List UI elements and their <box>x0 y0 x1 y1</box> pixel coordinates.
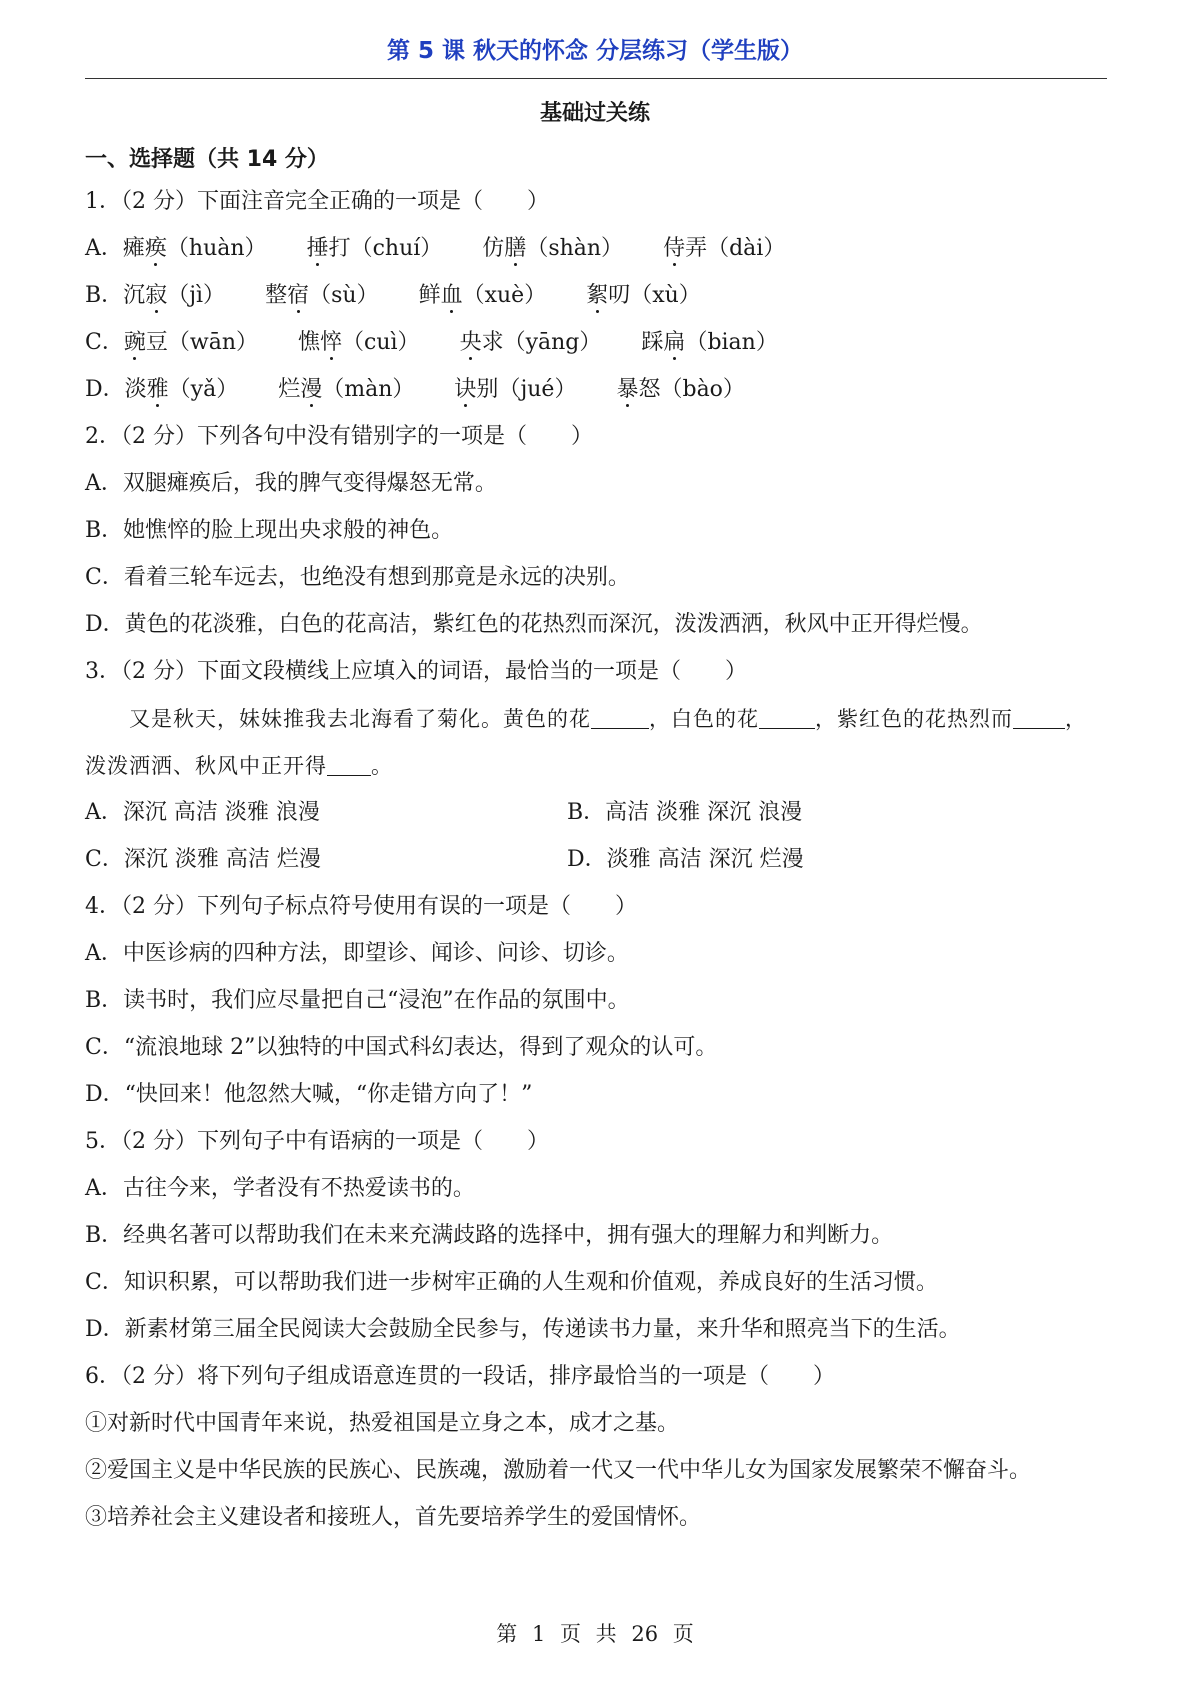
passage-text: 。 <box>371 754 393 778</box>
pinyin-options <box>123 276 701 316</box>
emphasized-character: 膳 <box>504 236 527 261</box>
word-part: 求 <box>481 330 504 355</box>
pinyin-annotation: （bian） <box>685 330 778 355</box>
question-3-passage-line-1 <box>85 699 1115 746</box>
question-2-option-c: C．看着三轮车远去，也绝没有想到那竟是永远的决别。 <box>85 565 630 590</box>
document-title: 第 5 课 秋天的怀念 分层练习（学生版） <box>386 38 804 64</box>
pinyin-item <box>123 236 267 261</box>
section-heading: 基础过关练 <box>539 101 650 126</box>
question-5-option-d: D．新素材第三届全民阅读大会鼓励全民参与，传递读书力量，来升华和照亮当下的生活。 <box>85 1317 961 1342</box>
emphasized-character: 央 <box>459 330 482 355</box>
pinyin-item <box>124 330 258 355</box>
pinyin-annotation: （shàn） <box>526 236 624 261</box>
pinyin-item <box>460 330 602 355</box>
emphasized-character: 捶 <box>306 236 329 261</box>
emphasized-character: 诀 <box>454 377 477 402</box>
question-1-option-d: D．淡雅（yǎ） 烂漫（màn） 诀别（jué） 暴怒（bào） <box>85 370 1115 417</box>
pinyin-item <box>663 236 785 261</box>
pinyin-annotation: （màn） <box>322 377 415 402</box>
question-2-option-a: A．双腿瘫痪后，我的脾气变得爆怒无常。 <box>85 471 497 496</box>
pinyin-item <box>125 377 239 402</box>
emphasized-character: 血 <box>440 283 463 308</box>
question-6-sentence-2: ②爱国主义是中华民族的民族心、民族魂，激励着一代又一代中华儿女为国家发展繁荣不懈奋斗。 <box>85 1458 1032 1483</box>
pinyin-annotation: （yāng） <box>503 330 602 355</box>
question-5-option-c: C．知识积累，可以帮助我们进一步树牢正确的人生观和价值观，养成良好的生活习惯。 <box>85 1270 938 1295</box>
question-4-option-d: D．“快回来！他忽然大喊，“你走错方向了！” <box>85 1082 533 1107</box>
question-3-options-row-1 <box>85 793 1115 840</box>
pinyin-annotation: （jì） <box>167 283 226 308</box>
emphasized-character: 悴 <box>320 330 343 355</box>
pinyin-annotation: （bào） <box>660 377 745 402</box>
pinyin-item <box>482 236 623 261</box>
pinyin-item <box>586 283 701 308</box>
fill-blank <box>1013 704 1065 729</box>
pinyin-annotation: （huàn） <box>166 236 267 261</box>
pinyin-annotation: （cuì） <box>342 330 420 355</box>
pinyin-item <box>265 283 379 308</box>
pinyin-annotation: （chuí） <box>350 236 443 261</box>
page-number: 第 1 页 共 26 页 <box>496 1622 694 1646</box>
question-list <box>85 182 1115 1545</box>
emphasized-character: 漫 <box>300 377 323 402</box>
pinyin-annotation: （dài） <box>707 236 786 261</box>
pinyin-options <box>123 229 785 269</box>
question-4-stem: 4．（2 分）下列句子标点符号使用有误的一项是（ ） <box>85 894 637 919</box>
question-2-stem: 2．（2 分）下列各句中没有错别字的一项是（ ） <box>85 424 593 449</box>
pinyin-item <box>454 377 576 402</box>
emphasized-character: 寂 <box>145 283 168 308</box>
fill-blank <box>327 751 371 776</box>
word-part: 叨 <box>608 283 631 308</box>
pinyin-options <box>124 323 778 363</box>
emphasized-character: 絮 <box>586 283 609 308</box>
pinyin-item <box>419 283 547 308</box>
passage-text: ，紫红色的花热烈而 <box>815 707 1013 731</box>
passage-text: ， <box>1065 707 1087 731</box>
emphasized-character: 暴 <box>616 377 639 402</box>
emphasized-character: 扁 <box>663 330 686 355</box>
word-part: 仿 <box>482 236 505 261</box>
question-4-option-a: A．中医诊病的四种方法，即望诊、闻诊、问诊、切诊。 <box>85 941 629 966</box>
question-3-option-b: B．高洁 淡雅 深沉 浪漫 <box>567 800 803 825</box>
question-3-passage-line-2 <box>85 746 1115 793</box>
question-2-option-b: B．她憔悴的脸上现出央求般的神色。 <box>85 518 454 543</box>
word-part: 豆 <box>145 330 168 355</box>
word-part: 鲜 <box>418 283 441 308</box>
word-part: 整 <box>265 283 288 308</box>
question-5-option-a: A．古往今来，学者没有不热爱读书的。 <box>85 1176 475 1201</box>
pinyin-options <box>125 370 745 410</box>
emphasized-character: 侍 <box>663 236 686 261</box>
emphasized-character: 雅 <box>146 377 169 402</box>
pinyin-annotation: （sù） <box>309 283 379 308</box>
pinyin-item <box>278 377 414 402</box>
word-part: 瘫 <box>122 236 145 261</box>
word-part: 憔 <box>298 330 321 355</box>
emphasized-character: 豌 <box>123 330 146 355</box>
question-3-option-a: A．深沉 高洁 淡雅 浪漫 <box>85 800 320 825</box>
question-1-stem: 1．（2 分）下面注音完全正确的一项是（ ） <box>85 189 549 214</box>
passage-text: ，白色的花 <box>649 707 759 731</box>
part-title: 一、选择题（共 14 分） <box>85 147 329 172</box>
word-part: 沉 <box>123 283 146 308</box>
question-6-stem: 6．（2 分）将下列句子组成语意连贯的一段话，排序最恰当的一项是（ ） <box>85 1364 835 1389</box>
question-6-sentence-3: ③培养社会主义建设者和接班人，首先要培养学生的爱国情怀。 <box>85 1505 702 1530</box>
question-5-stem: 5．（2 分）下列句子中有语病的一项是（ ） <box>85 1129 549 1154</box>
word-part: 别 <box>476 377 499 402</box>
emphasized-character: 痪 <box>144 236 167 261</box>
pinyin-annotation: （xù） <box>630 283 701 308</box>
question-4-option-b: B．读书时，我们应尽量把自己“浸泡”在作品的氛围中。 <box>85 988 630 1013</box>
emphasized-character: 宿 <box>287 283 310 308</box>
question-3-stem: 3．（2 分）下面文段横线上应填入的词语，最恰当的一项是（ ） <box>85 659 747 684</box>
question-3-option-d: D．淡雅 高洁 深沉 烂漫 <box>567 847 804 872</box>
question-1-option-c: C．豌豆（wān） 憔悴（cuì） 央求（yāng） 踩扁（bian） <box>85 323 1115 370</box>
fill-blank <box>591 704 649 729</box>
pinyin-item <box>616 377 744 402</box>
passage-text: 又是秋天，妹妹推我去北海看了菊化。黄色的花 <box>129 707 591 731</box>
pinyin-annotation: （jué） <box>498 377 577 402</box>
pinyin-annotation: （wān） <box>167 330 258 355</box>
word-part: 弄 <box>685 236 708 261</box>
pinyin-annotation: （yǎ） <box>168 377 239 402</box>
word-part: 淡 <box>124 377 147 402</box>
question-1-option-b: B．沉寂（jì） 整宿（sù） 鲜血（xuè） 絮叨（xù） <box>85 276 1115 323</box>
pinyin-item <box>307 236 443 261</box>
question-4-option-c: C．“流浪地球 2”以独特的中国式科幻表达，得到了观众的认可。 <box>85 1035 718 1060</box>
fill-blank <box>759 704 815 729</box>
header-divider <box>85 78 1107 79</box>
question-5-option-b: B．经典名著可以帮助我们在未来充满歧路的选择中，拥有强大的理解力和判断力。 <box>85 1223 894 1248</box>
pinyin-item <box>123 283 225 308</box>
word-part: 烂 <box>278 377 301 402</box>
word-part: 打 <box>328 236 351 261</box>
question-3-option-c: C．深沉 淡雅 高洁 烂漫 <box>85 847 321 872</box>
pinyin-item <box>298 330 420 355</box>
pinyin-annotation: （xuè） <box>462 283 547 308</box>
question-1-option-a: A．瘫痪（huàn） 捶打（chuí） 仿膳（shàn） 侍弄（dài） <box>85 229 1115 276</box>
question-6-sentence-1: ①对新时代中国青年来说，热爱祖国是立身之本，成才之基。 <box>85 1411 680 1436</box>
word-part: 踩 <box>641 330 664 355</box>
pinyin-item <box>641 330 777 355</box>
word-part: 怒 <box>638 377 661 402</box>
question-3-options-row-2 <box>85 840 1115 887</box>
passage-text: 泼泼洒洒、秋风中正开得 <box>85 754 327 778</box>
question-2-option-d: D．黄色的花淡雅，白色的花高洁，紫红色的花热烈而深沉，泼泼洒洒，秋风中正开得烂慢。 <box>85 612 983 637</box>
